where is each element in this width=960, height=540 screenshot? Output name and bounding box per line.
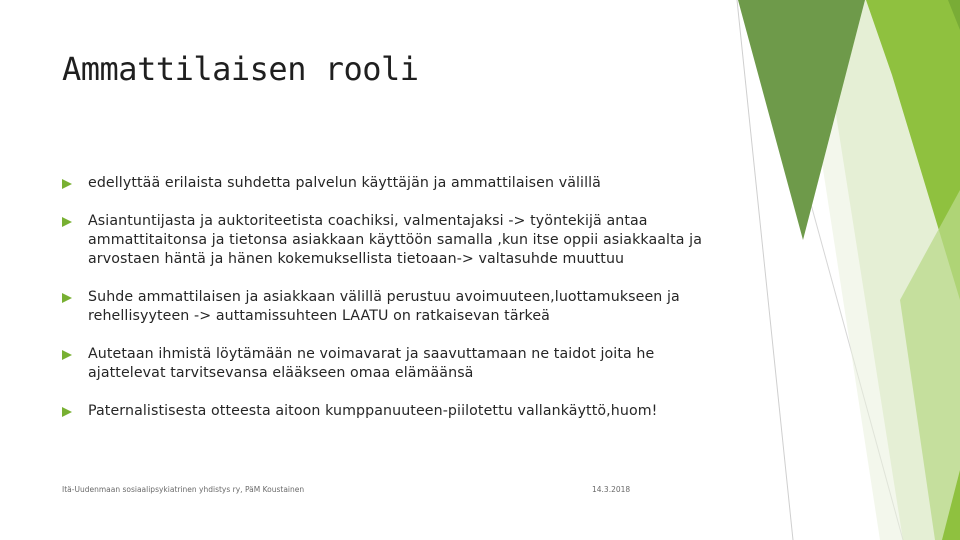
triangle-right-icon: [62, 350, 72, 360]
triangle-right-icon: [62, 407, 72, 417]
bullet-text: Suhde ammattilaisen ja asiakkaan välillä perustuu avoimuuteen,luottamukseen ja rehellisyyteen -> auttamissuhteen LAATU on ratkaisevan tärkeä: [88, 289, 680, 324]
bullet-item: [60, 402, 725, 421]
bullet-text: Autetaan ihmistä löytämään ne voimavarat ja saavuttamaan ne taidot joita he ajattelevat tarvitsevansa elääkseen omaa elämäänsä: [88, 346, 655, 381]
bullet-item: [60, 212, 725, 269]
bullet-text: edellyttää erilaista suhdetta palvelun käyttäjän ja ammattilaisen välillä: [88, 175, 601, 191]
triangle-right-icon: [62, 293, 72, 303]
footer-organization: Itä-Uudenmaan sosiaalipsykiatrinen yhdistys ry, PäM Koustainen: [62, 485, 305, 494]
triangle-right-icon: [62, 217, 72, 227]
bullet-text: Paternalistisesta otteesta aitoon kumppanuuteen-piilotettu vallankäyttö,huom!: [88, 403, 658, 419]
footer-date: 14.3.2018: [592, 485, 631, 494]
bullet-item: [60, 288, 725, 326]
bullet-list: [60, 174, 725, 440]
triangle-right-icon: [62, 179, 72, 189]
bullet-item: [60, 345, 725, 383]
slide-title: Ammattilaisen rooli: [62, 50, 419, 88]
bullet-text: Asiantuntijasta ja auktoriteetista coachiksi, valmentajaksi -> työntekijä antaa ammattitaitonsa ja tietonsa asiakkaan käyttöön samalla ,kun itse oppii asiakkaalta ja arvostaen häntä ja hänen kokemuksellista tietoaan-> valtasuhde muuttuu: [88, 213, 702, 267]
bullet-item: [60, 174, 725, 193]
